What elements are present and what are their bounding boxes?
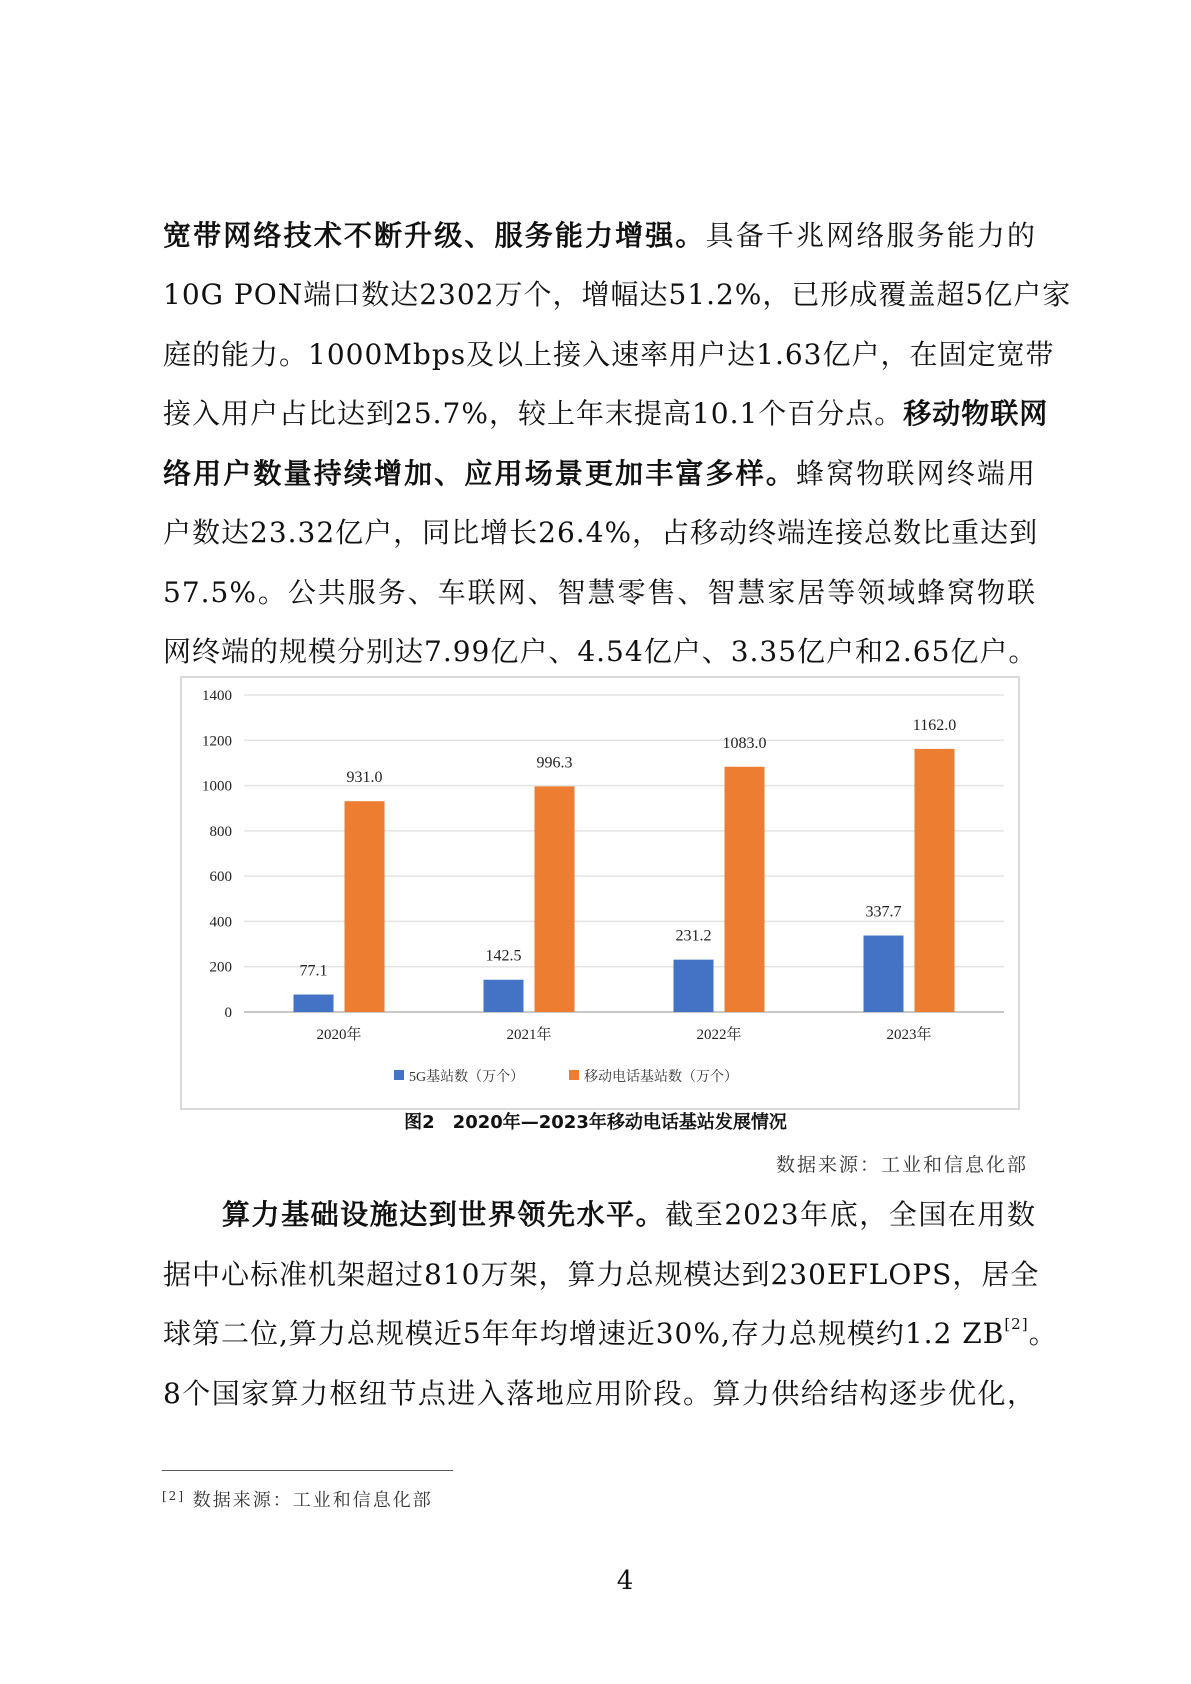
footnote-ref: [2] <box>1004 1315 1029 1333</box>
bar-5g-stations <box>864 936 904 1012</box>
text-segment: 接入用户占比达到25.7%，较上年末提高10.1个百分点。 <box>163 397 904 430</box>
text-line <box>163 573 1036 613</box>
y-tick-label: 400 <box>209 914 232 931</box>
bold-text: 移动物联网 <box>903 397 1049 430</box>
data-label: 77.1 <box>299 962 328 980</box>
text-line <box>163 335 1055 375</box>
legend-swatch <box>394 1070 404 1080</box>
text-line <box>163 394 1049 434</box>
x-tick-label: 2020年 <box>316 1027 362 1043</box>
x-tick-label: 2022年 <box>696 1027 742 1043</box>
bar-5g-stations <box>294 995 334 1012</box>
text-segment: 具备千兆网络服务能力的 <box>705 219 1036 252</box>
data-label: 231.2 <box>675 927 712 945</box>
x-tick-label: 2021年 <box>506 1027 552 1043</box>
data-label: 996.3 <box>536 754 573 772</box>
footnote-mark: [2] <box>162 1489 185 1503</box>
bar-chart <box>180 676 1020 1110</box>
legend-swatch <box>569 1070 579 1080</box>
footnote-divider <box>162 1470 453 1471</box>
page-number: 4 <box>616 1566 634 1596</box>
x-tick-label: 2023年 <box>886 1027 932 1043</box>
bar-5g-stations <box>674 960 714 1012</box>
text-segment: 10G PON端口数达2302万个，增幅达51.2%，已形成覆盖超5亿户家 <box>163 278 1072 311</box>
text-line <box>163 513 1039 553</box>
text-line <box>163 1255 1040 1295</box>
legend-label: 移动电话基站数（万个） <box>584 1070 738 1085</box>
text-segment: 蜂窝物联网终端用 <box>795 457 1036 490</box>
y-tick-label: 0 <box>224 1005 232 1021</box>
bar-mobile-stations <box>345 801 385 1012</box>
text-line <box>163 275 1072 315</box>
text-segment: 。 <box>1028 1317 1058 1350</box>
text-line <box>163 1374 1036 1414</box>
y-tick-label: 1400 <box>202 688 232 704</box>
bar-5g-stations <box>484 980 524 1012</box>
bold-text: 络用户数量持续增加、应用场景更加丰富多样。 <box>163 457 796 490</box>
text-segment: 庭的能力。1000Mbps及以上接入速率用户达1.63亿户，在固定宽带 <box>163 338 1055 371</box>
text-segment: 球第二位,算力总规模近5年年均增速近30%,存力总规模约1.2 ZB <box>163 1317 1005 1350</box>
y-tick-label: 800 <box>209 823 232 840</box>
data-label: 931.0 <box>346 769 383 787</box>
data-label: 1083.0 <box>722 734 767 752</box>
text-line <box>222 1195 1036 1235</box>
y-tick-label: 600 <box>209 869 232 886</box>
text-segment: 截至2023年底，全国在用数 <box>665 1198 1036 1231</box>
text-segment: 户数达23.32亿户，同比增长26.4%，占移动终端连接总数比重达到 <box>163 516 1039 549</box>
text-segment: 据中心标准机架超过810万架，算力总规模达到230EFLOPS，居全 <box>163 1258 1040 1291</box>
data-label: 142.5 <box>485 947 522 965</box>
bold-text: 宽带网络技术不断升级、服务能力增强。 <box>163 219 706 252</box>
text-line <box>163 216 1036 256</box>
footnote <box>162 1486 433 1512</box>
bold-text: 算力基础设施达到世界领先水平。 <box>222 1198 666 1231</box>
y-tick-label: 1200 <box>202 733 232 750</box>
data-source: 数据来源：工业和信息化部 <box>775 1154 1028 1176</box>
text-segment: 网终端的规模分别达7.99亿户、4.54亿户、3.35亿户和2.65亿户。 <box>163 635 1038 668</box>
figure-caption: 图2 2020年—2023年移动电话基站发展情况 <box>404 1112 787 1133</box>
text-line <box>163 454 1036 494</box>
bar-mobile-stations <box>725 767 765 1012</box>
bar-mobile-stations <box>535 786 575 1012</box>
data-label: 337.7 <box>865 903 902 921</box>
text-segment: 57.5%。公共服务、车联网、智慧零售、智慧家居等领域蜂窝物联 <box>163 576 1036 609</box>
data-label: 1162.0 <box>912 716 957 734</box>
text-segment: 8个国家算力枢纽节点进入落地应用阶段。算力供给结构逐步优化， <box>163 1377 1036 1410</box>
y-tick-label: 1000 <box>202 778 232 795</box>
bar-mobile-stations <box>915 749 955 1012</box>
legend-label: 5G基站数（万个） <box>409 1070 525 1085</box>
chart-svg <box>182 678 1022 1112</box>
y-tick-label: 200 <box>209 959 232 976</box>
footnote-text: 数据来源：工业和信息化部 <box>192 1490 433 1511</box>
text-line <box>163 632 1036 672</box>
text-line <box>163 1314 1058 1354</box>
